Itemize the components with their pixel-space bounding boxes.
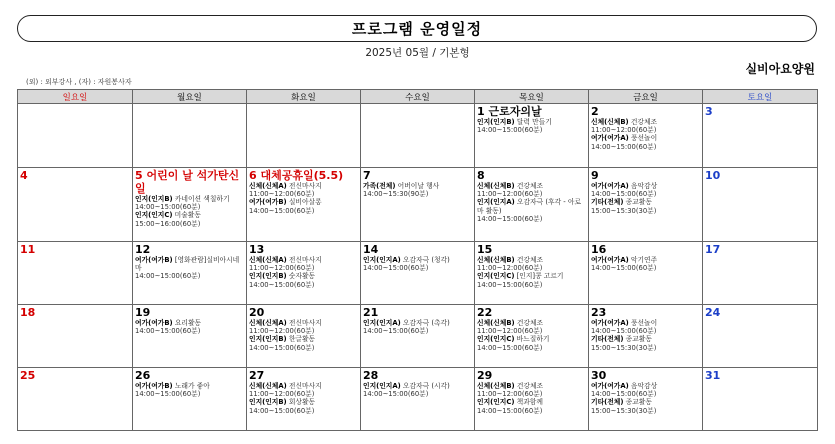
calendar-day-cell <box>133 305 247 368</box>
program-entry <box>591 319 700 335</box>
day-number: 10 <box>705 169 721 182</box>
calendar-day-cell <box>361 104 475 168</box>
program-time: 14:00~15:00(60분) <box>363 264 429 273</box>
program-time: 11:00~12:00(60분) <box>477 327 543 336</box>
program-category: 기타(전체) <box>591 398 624 407</box>
program-title: 미술활동 <box>174 211 201 220</box>
program-category: 기타(전체) <box>591 335 624 344</box>
program-title: 실비아살롱 <box>288 198 322 207</box>
program-time: 11:00~12:00(60분) <box>249 264 315 273</box>
program-time: 14:00~15:00(60분) <box>135 390 201 399</box>
program-entry <box>249 398 358 414</box>
day-number: 31 <box>705 369 721 382</box>
calendar-day-cell <box>589 305 703 368</box>
day-number: 15 <box>477 243 493 256</box>
program-category: 가족(전체) <box>363 182 396 190</box>
program-entry <box>477 198 586 223</box>
program-title: 전신마사지 <box>288 319 322 327</box>
program-entry <box>477 256 586 272</box>
day-number: 18 <box>20 306 36 319</box>
day-number: 12 <box>135 243 151 256</box>
program-title: 어버이날 행사 <box>397 182 440 190</box>
program-time: 14:00~15:00(60분) <box>135 272 201 281</box>
program-category: 신체(신체A) <box>249 256 287 264</box>
program-time: 14:00~15:00(60분) <box>363 327 429 336</box>
program-entry <box>249 182 358 198</box>
calendar-day-cell <box>18 168 133 242</box>
program-title: [영화관람]실비아시네마 <box>135 256 240 273</box>
program-title: 건강체조 <box>516 256 544 264</box>
day-number: 11 <box>20 243 36 256</box>
program-entry <box>477 319 586 335</box>
program-category: 여가(여가A) <box>591 134 629 143</box>
holiday-name: 어린이 날 석가탄신일 <box>135 169 240 195</box>
calendar-day-cell <box>589 242 703 305</box>
calendar-day-cell <box>247 368 361 431</box>
calendar-day-cell <box>475 368 589 431</box>
program-time: 14:00~15:00(60분) <box>591 390 657 399</box>
calendar-day-cell <box>247 242 361 305</box>
program-category: 신체(신체B) <box>477 319 515 327</box>
calendar-day-cell <box>18 104 133 168</box>
program-category: 여가(여가B) <box>135 382 173 390</box>
program-title: 숫자활동 <box>288 272 316 281</box>
program-entry <box>135 256 244 281</box>
calendar-day-cell <box>247 104 361 168</box>
program-time: 11:00~12:00(60분) <box>249 327 315 336</box>
calendar-day-cell <box>361 168 475 242</box>
program-category: 여가(여가B) <box>135 256 173 264</box>
day-number: 22 <box>477 306 493 319</box>
weekday-header-sat: 토요일 <box>703 90 818 104</box>
program-entry <box>477 398 586 414</box>
day-number: 8 <box>477 169 485 182</box>
program-entry <box>249 335 358 351</box>
program-entry <box>591 398 700 414</box>
calendar-week-row <box>18 168 818 242</box>
program-category: 인지(인지A) <box>363 382 401 390</box>
program-title: 종교활동 <box>625 398 652 407</box>
program-category: 신체(신체B) <box>477 182 515 190</box>
program-category: 여가(여가B) <box>135 319 173 327</box>
calendar-week-row <box>18 368 818 431</box>
calendar-week-row <box>18 305 818 368</box>
day-number: 2 <box>591 105 599 118</box>
program-title: 회상활동 <box>288 398 316 407</box>
calendar-day-cell <box>475 104 589 168</box>
program-category: 신체(신체B) <box>591 118 629 126</box>
day-number: 6 <box>249 169 257 182</box>
program-category: 기타(전체) <box>591 198 624 207</box>
program-time: 14:00~15:00(60분) <box>477 214 543 223</box>
program-time: 14:00~15:00(60분) <box>591 264 657 273</box>
program-category: 인지(인지C) <box>135 211 173 220</box>
holiday-name: 대체공휴일(5.5) <box>260 169 344 182</box>
day-number: 17 <box>705 243 721 256</box>
day-number: 27 <box>249 369 265 382</box>
program-time: 11:00~12:00(60분) <box>477 264 543 273</box>
day-heading <box>135 169 244 195</box>
program-entry <box>249 272 358 288</box>
day-heading <box>249 169 358 182</box>
program-title: 건강체조 <box>516 382 544 390</box>
program-title: 악기연주 <box>630 256 658 264</box>
program-entry <box>249 382 358 398</box>
day-number: 19 <box>135 306 151 319</box>
program-entry <box>249 319 358 335</box>
weekday-header-mon: 월요일 <box>133 90 247 104</box>
day-number: 7 <box>363 169 371 182</box>
program-time: 14:00~15:30(90분) <box>363 190 429 199</box>
program-entry <box>477 335 586 351</box>
program-time: 14:00~15:00(60분) <box>591 190 657 199</box>
program-entry <box>135 319 244 335</box>
day-number: 29 <box>477 369 493 382</box>
calendar-day-cell <box>361 368 475 431</box>
weekday-header-sun: 일요일 <box>18 90 133 104</box>
program-category: 여가(여가B) <box>249 198 287 207</box>
calendar-day-cell <box>18 368 133 431</box>
program-entry <box>591 382 700 398</box>
program-time: 14:00~15:00(60분) <box>249 343 315 352</box>
program-entry <box>591 256 700 272</box>
program-category: 인지(인지B) <box>135 195 173 203</box>
program-category: 여가(여가A) <box>591 382 629 390</box>
program-title: [인지]콩 고르기 <box>516 272 564 281</box>
program-title: 오감자극 (촉각) <box>402 319 450 327</box>
program-time: 11:00~12:00(60분) <box>591 126 657 135</box>
calendar-day-cell <box>589 368 703 431</box>
program-category: 신체(신체B) <box>477 256 515 264</box>
program-title: 오감자극 (시각) <box>402 382 450 390</box>
program-entry <box>477 272 586 288</box>
day-number: 16 <box>591 243 607 256</box>
program-title: 요리활동 <box>174 319 202 327</box>
program-title: 바느질하기 <box>516 335 550 344</box>
calendar-day-cell <box>475 305 589 368</box>
calendar-day-cell <box>247 305 361 368</box>
program-category: 신체(신체B) <box>477 382 515 390</box>
page-title-box <box>17 15 817 42</box>
program-title: 카네이션 색칠하기 <box>174 195 230 203</box>
program-entry <box>135 382 244 398</box>
program-time: 14:00~15:00(60분) <box>591 327 657 336</box>
day-number: 1 <box>477 105 485 118</box>
program-entry <box>363 319 472 335</box>
program-entry <box>249 198 358 214</box>
program-title: 건강체조 <box>630 118 658 126</box>
calendar-day-cell <box>589 168 703 242</box>
program-time: 14:00~15:00(60분) <box>477 126 543 135</box>
program-category: 신체(신체A) <box>249 319 287 327</box>
program-category: 인지(인지A) <box>363 256 401 264</box>
program-category: 신체(신체A) <box>249 182 287 190</box>
program-category: 인지(인지A) <box>477 198 515 207</box>
program-entry <box>363 382 472 398</box>
program-time: 14:00~15:00(60분) <box>249 206 315 215</box>
program-category: 인지(인지B) <box>249 272 287 281</box>
program-time: 14:00~15:00(60분) <box>249 406 315 415</box>
weekday-header-fri: 금요일 <box>589 90 703 104</box>
program-time: 14:00~15:00(60분) <box>363 390 429 399</box>
calendar-day-cell <box>133 104 247 168</box>
program-category: 인지(인지A) <box>363 319 401 327</box>
program-time: 11:00~12:00(60분) <box>249 190 315 199</box>
day-number: 25 <box>20 369 36 382</box>
calendar-day-cell <box>589 104 703 168</box>
legend-note: (외) : 외부강사 , (자) : 자원봉사자 <box>26 78 132 86</box>
program-time: 14:00~15:00(60분) <box>477 406 543 415</box>
program-entry <box>363 182 472 198</box>
program-title: 건강체조 <box>516 319 544 327</box>
program-entry <box>591 118 700 134</box>
calendar-day-cell <box>703 242 818 305</box>
program-category: 인지(인지C) <box>477 398 515 407</box>
program-time: 15:00~16:00(60분) <box>135 219 201 228</box>
calendar-day-cell <box>703 368 818 431</box>
program-time: 14:00~15:00(60분) <box>477 343 543 352</box>
program-title: 음악감상 <box>630 182 658 190</box>
calendar-day-cell <box>475 242 589 305</box>
calendar-day-cell <box>133 242 247 305</box>
program-entry <box>477 182 586 198</box>
program-entry <box>135 195 244 211</box>
program-time: 15:00~15:30(30분) <box>591 206 657 215</box>
program-category: 인지(인지B) <box>477 118 515 126</box>
weekday-header-tue: 화요일 <box>247 90 361 104</box>
program-entry <box>591 134 700 150</box>
program-time: 15:00~15:30(30분) <box>591 343 657 352</box>
program-entry <box>363 256 472 272</box>
calendar-day-cell <box>133 368 247 431</box>
program-entry <box>591 182 700 198</box>
calendar-day-cell <box>361 305 475 368</box>
program-title: 풍선놀이 <box>630 134 658 143</box>
program-title: 음악감상 <box>630 382 658 390</box>
organization-name: 실비아요양원 <box>745 62 815 76</box>
calendar-day-cell <box>703 104 818 168</box>
weekday-header-wed: 수요일 <box>361 90 475 104</box>
weekday-header-row <box>18 90 818 104</box>
calendar-day-cell <box>475 168 589 242</box>
program-category: 인지(인지B) <box>249 398 287 407</box>
day-number: 24 <box>705 306 721 319</box>
calendar-day-cell <box>18 305 133 368</box>
program-entry <box>249 256 358 272</box>
program-time: 15:00~15:30(30분) <box>591 406 657 415</box>
calendar-day-cell <box>703 305 818 368</box>
program-category: 여가(여가A) <box>591 256 629 264</box>
program-title: 노래가 좋아 <box>174 382 210 390</box>
day-number: 5 <box>135 169 143 182</box>
program-category: 인지(인지B) <box>249 335 287 344</box>
program-title: 책과함께 <box>516 398 543 407</box>
day-number: 21 <box>363 306 379 319</box>
program-time: 11:00~12:00(60분) <box>477 390 543 399</box>
calendar-table <box>17 89 818 431</box>
day-number: 30 <box>591 369 607 382</box>
program-title: 전신마사지 <box>288 182 322 190</box>
program-entry <box>591 198 700 214</box>
calendar-day-cell <box>703 168 818 242</box>
program-category: 여가(여가A) <box>591 182 629 190</box>
day-number: 4 <box>20 169 28 182</box>
day-number: 20 <box>249 306 265 319</box>
calendar-day-cell <box>133 168 247 242</box>
program-time: 11:00~12:00(60분) <box>249 390 315 399</box>
program-title: 전신마사지 <box>288 382 322 390</box>
program-time: 14:00~15:00(60분) <box>249 280 315 289</box>
program-entry <box>591 335 700 351</box>
weekday-header-thu: 목요일 <box>475 90 589 104</box>
program-title: 전신마사지 <box>288 256 322 264</box>
program-title: 오감자극 (청각) <box>402 256 450 264</box>
program-time: 14:00~15:00(60분) <box>591 142 657 151</box>
day-number: 28 <box>363 369 379 382</box>
program-category: 신체(신체A) <box>249 382 287 390</box>
page-title: 프로그램 운영일정 <box>351 20 483 38</box>
calendar-day-cell <box>247 168 361 242</box>
program-time: 14:00~15:00(60분) <box>477 280 543 289</box>
day-number: 14 <box>363 243 379 256</box>
program-title: 달력 만들기 <box>516 118 552 126</box>
day-number: 26 <box>135 369 151 382</box>
calendar-week-row <box>18 104 818 168</box>
program-time: 11:00~12:00(60분) <box>477 190 543 199</box>
program-title: 건강체조 <box>516 182 544 190</box>
program-category: 인지(인지C) <box>477 272 515 281</box>
program-entry <box>477 118 586 134</box>
program-title: 종교활동 <box>625 335 652 344</box>
program-category: 인지(인지C) <box>477 335 515 344</box>
program-category: 여가(여가A) <box>591 319 629 327</box>
program-time: 14:00~15:00(60분) <box>135 203 201 212</box>
program-title: 풍선놀이 <box>630 319 658 327</box>
holiday-name: 근로자의날 <box>488 105 542 118</box>
program-title: 오감자극 (후각 - 아로마 활동) <box>477 198 582 215</box>
day-number: 23 <box>591 306 607 319</box>
day-number: 13 <box>249 243 265 256</box>
program-entry <box>477 382 586 398</box>
program-title: 한글활동 <box>288 335 316 344</box>
day-number: 3 <box>705 105 713 118</box>
program-time: 14:00~15:00(60분) <box>135 327 201 336</box>
calendar-week-row <box>18 242 818 305</box>
page-subtitle: 2025년 05월 / 기본형 <box>365 47 470 59</box>
day-number: 9 <box>591 169 599 182</box>
calendar-day-cell <box>361 242 475 305</box>
calendar-day-cell <box>18 242 133 305</box>
program-title: 종교활동 <box>625 198 652 207</box>
day-heading <box>477 105 586 118</box>
program-entry <box>135 211 244 227</box>
